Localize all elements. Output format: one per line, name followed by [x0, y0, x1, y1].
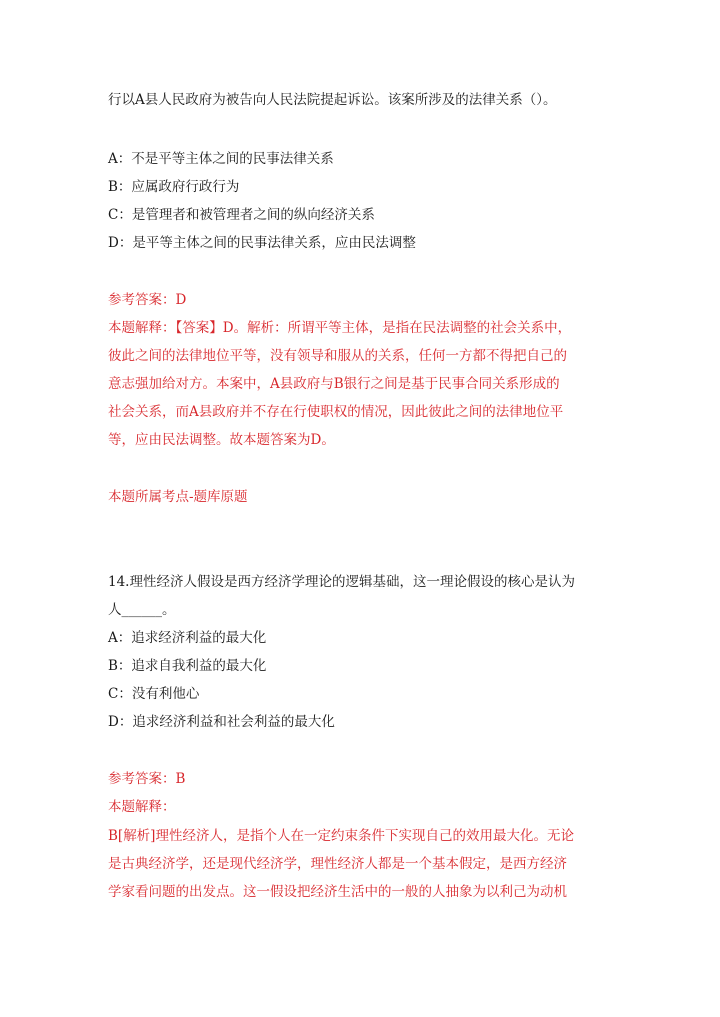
q14-explanation-line: 是古典经济学，还是现代经济学，理性经济人都是一个基本假定，是西方经济: [108, 856, 567, 872]
q13-option-c: C：是管理者和被管理者之间的纵向经济关系: [108, 207, 375, 223]
q14-explanation-heading: 本题解释：: [108, 799, 176, 815]
q13-option-a: A：不是平等主体之间的民事法律关系: [108, 151, 334, 167]
q14-explanation-line: 学家看问题的出发点。这一假设把经济生活中的一般的人抽象为以利己为动机: [108, 884, 567, 900]
q13-source: 本题所属考点-题库原题: [108, 489, 248, 505]
q14-option-a: A：追求经济利益的最大化: [108, 630, 267, 646]
q13-explanation-line: 彼此之间的法律地位平等，没有领导和服从的关系，任何一方都不得把自己的: [108, 348, 567, 364]
q14-option-d: D：追求经济利益和社会利益的最大化: [108, 714, 335, 730]
q13-option-d: D：是平等主体之间的民事法律关系，应由民法调整: [108, 235, 416, 251]
q14-stem-line: 人______。: [108, 602, 176, 618]
q13-answer: 参考答案：D: [108, 292, 187, 308]
q14-explanation-line: B[解析]理性经济人，是指个人在一定约束条件下实现自己的效用最大化。无论: [108, 828, 574, 844]
q13-explanation-line: 等，应由民法调整。故本题答案为D。: [108, 432, 335, 448]
q13-stem-tail: 行以A县人民政府为被告向人民法院提起诉讼。该案所涉及的法律关系（）。: [108, 92, 557, 108]
q14-stem-line: 14.理性经济人假设是西方经济学理论的逻辑基础，这一理论假设的核心是认为: [108, 574, 575, 590]
q13-explanation-line: 社会关系，而A县政府并不存在行使职权的情况，因此彼此之间的法律地位平: [108, 404, 564, 420]
q13-explanation-line: 本题解释：【答案】D。解析：所谓平等主体，是指在民法调整的社会关系中，: [108, 320, 572, 336]
q13-explanation-line: 意志强加给对方。本案中，A县政府与B银行之间是基于民事合同关系形成的: [108, 376, 560, 392]
q13-option-b: B：应属政府行政行为: [108, 179, 240, 195]
q14-answer: 参考答案：B: [108, 771, 186, 787]
q14-option-b: B：追求自我利益的最大化: [108, 658, 267, 674]
q14-option-c: C：没有利他心: [108, 686, 200, 702]
